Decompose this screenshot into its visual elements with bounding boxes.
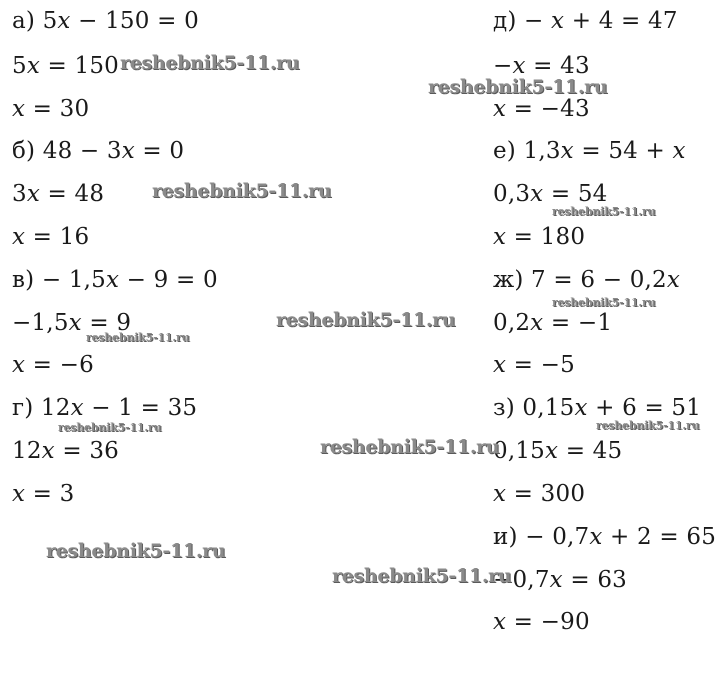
watermark: reshebnik5-11.ru [120, 52, 300, 74]
equation-line: 𝑥 = −6 [12, 352, 94, 378]
equation-line: 5𝑥 = 150 [12, 53, 119, 79]
equation-line: в) − 1,5𝑥 − 9 = 0 [12, 267, 218, 293]
equation-line: 𝑥 = 300 [493, 481, 586, 507]
equation-line: з) 0,15𝑥 + 6 = 51 [493, 395, 702, 421]
equation-line: −0,7𝑥 = 63 [493, 567, 627, 593]
equation-line: 𝑥 = −90 [493, 609, 590, 635]
equation-line: д) − 𝑥 + 4 = 47 [493, 8, 678, 34]
equation-line: 𝑥 = 30 [12, 96, 90, 122]
equation-line: г) 12𝑥 − 1 = 35 [12, 395, 198, 421]
watermark: reshebnik5-11.ru [152, 180, 332, 202]
equation-line: 𝑥 = −5 [493, 352, 575, 378]
equation-line: ж) 7 = 6 − 0,2𝑥 [493, 267, 681, 293]
equation-line: и) − 0,7𝑥 + 2 = 65 [493, 524, 717, 550]
watermark: reshebnik5-11.ru [58, 421, 162, 434]
equation-line: б) 48 − 3𝑥 = 0 [12, 138, 185, 164]
equation-line: 3𝑥 = 48 [12, 181, 105, 207]
equation-line: 12𝑥 = 36 [12, 438, 119, 464]
equation-line: −1,5𝑥 = 9 [12, 310, 132, 336]
equation-line: 𝑥 = 3 [12, 481, 75, 507]
equation-line: е) 1,3𝑥 = 54 + 𝑥 [493, 138, 686, 164]
watermark: reshebnik5-11.ru [552, 205, 656, 218]
equation-line: 0,3𝑥 = 54 [493, 181, 608, 207]
equation-line: а) 5𝑥 − 150 = 0 [12, 8, 199, 34]
equation-line: 𝑥 = −43 [493, 96, 590, 122]
equation-line: 0,2𝑥 = −1 [493, 310, 613, 336]
watermark: reshebnik5-11.ru [276, 309, 456, 331]
equation-line: 𝑥 = 16 [12, 224, 90, 250]
equation-line: −𝑥 = 43 [493, 53, 590, 79]
watermark: reshebnik5-11.ru [552, 296, 656, 309]
watermark: reshebnik5-11.ru [320, 436, 500, 458]
watermark: reshebnik5-11.ru [428, 76, 608, 98]
equation-line: 0,15𝑥 = 45 [493, 438, 623, 464]
watermark: reshebnik5-11.ru [86, 331, 190, 344]
watermark: reshebnik5-11.ru [332, 565, 512, 587]
watermark: reshebnik5-11.ru [596, 419, 700, 432]
watermark: reshebnik5-11.ru [46, 540, 226, 562]
equation-line: 𝑥 = 180 [493, 224, 586, 250]
